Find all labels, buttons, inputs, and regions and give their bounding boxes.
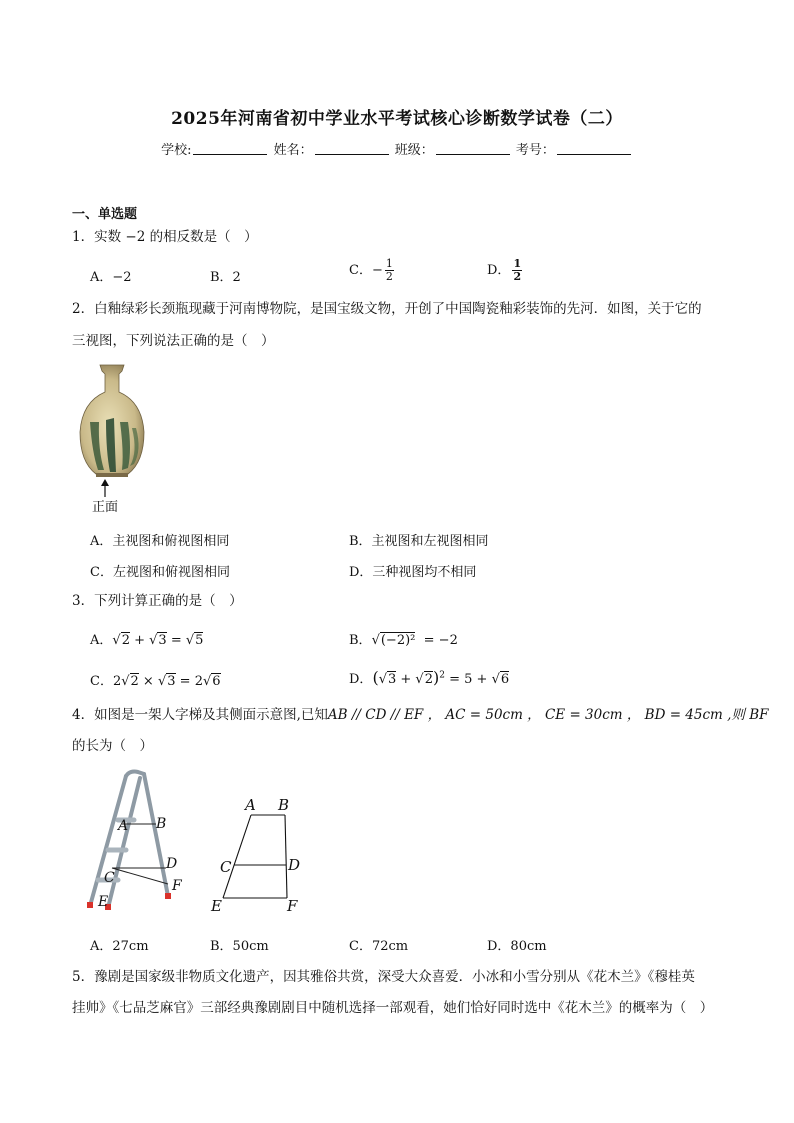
q4-stem-math: AB // CD // EF ， AC = 50cm ， CE = 30cm ， BD = 45cm ,则 BF bbox=[327, 707, 769, 723]
q1-stem: 1．实数 −2 的相反数是（ ） bbox=[72, 229, 258, 245]
q2-option-d[interactable]: D．三种视图均不相同 bbox=[349, 565, 477, 580]
q5-stem-line1: 5．豫剧是国家级非物质文化遗产，因其雅俗共赏，深受大众喜爱．小冰和小雪分别从《花木兰》《穆桂英 bbox=[72, 969, 695, 985]
q4-stem-line2: 的长为（ ） bbox=[72, 738, 153, 754]
vase-caption: 正面 bbox=[92, 500, 119, 515]
q4-option-d[interactable]: D．80cm bbox=[487, 939, 547, 954]
svg-text:F: F bbox=[172, 878, 182, 894]
q4-stem-line1: 4．如图是一架人字梯及其侧面示意图,已知AB // CD // EF ， AC = 50cm ， CE = 30cm ， BD = 45cm ,则 BF bbox=[72, 707, 769, 723]
q2-option-a[interactable]: A．主视图和俯视图相同 bbox=[90, 534, 230, 549]
school-blank[interactable] bbox=[193, 142, 267, 155]
q1-option-d[interactable] bbox=[487, 258, 522, 283]
svg-text:E: E bbox=[211, 897, 222, 915]
q1-option-c[interactable] bbox=[349, 258, 394, 283]
name-label: 姓名： bbox=[273, 143, 313, 158]
q1-option-a[interactable]: A．−2 bbox=[90, 270, 132, 285]
number-blank[interactable] bbox=[557, 142, 631, 155]
q2-stem-line2: 三视图，下列说法正确的是（ ） bbox=[72, 333, 275, 349]
q5-stem-line2: 挂帅》《七品芝麻官》三部经典豫剧剧目中随机选择一部观看，她们恰好同时选中《花木兰》的概率为（ ） bbox=[72, 1000, 714, 1016]
svg-text:B: B bbox=[278, 796, 290, 814]
q2-option-c[interactable]: C．左视图和俯视图相同 bbox=[90, 565, 230, 580]
q3-option-d[interactable]: D．$(√3 + √2)^2 = 5 + √6$ bbox=[349, 668, 510, 687]
q1-option-c-prefix: C．− bbox=[349, 263, 383, 278]
section-title: 一、单选题 bbox=[72, 207, 138, 222]
school-label: 学校: bbox=[161, 143, 192, 158]
ladder-side-diagram bbox=[205, 795, 315, 917]
name-blank[interactable] bbox=[315, 142, 389, 155]
class-blank[interactable] bbox=[436, 142, 510, 155]
svg-text:A: A bbox=[245, 796, 256, 814]
q4-option-b[interactable]: B．50cm bbox=[210, 939, 269, 954]
ladder-photo bbox=[78, 768, 188, 910]
class-label: 班级： bbox=[394, 143, 434, 158]
svg-text:B: B bbox=[156, 816, 167, 832]
svg-text:D: D bbox=[288, 856, 301, 874]
q2-stem-line1: 2．白釉绿彩长颈瓶现藏于河南博物院，是国宝级文物，开创了中国陶瓷釉彩装饰的先河．如图，关于它的 bbox=[72, 301, 702, 317]
q1-option-d-fraction: $\frac{1}{2}$ bbox=[513, 257, 522, 283]
svg-text:A: A bbox=[118, 818, 129, 834]
q1-option-c-fraction: $\frac{1}{2}$ bbox=[385, 257, 393, 283]
student-info-line bbox=[0, 139, 794, 158]
q3-stem: 3．下列计算正确的是（ ） bbox=[72, 593, 243, 609]
q4-option-c[interactable]: C．72cm bbox=[349, 939, 409, 954]
svg-text:C: C bbox=[220, 858, 232, 876]
svg-text:C: C bbox=[104, 870, 115, 886]
svg-text:E: E bbox=[98, 894, 109, 910]
q3-option-a[interactable]: A．√2 + √3 = √5 bbox=[90, 633, 204, 648]
q4-option-a[interactable]: A．27cm bbox=[90, 939, 149, 954]
svg-text:D: D bbox=[166, 856, 178, 872]
vase-image bbox=[72, 362, 152, 492]
number-label: 考号： bbox=[515, 143, 555, 158]
q1-option-d-prefix: D． bbox=[487, 263, 511, 278]
page-title: 2025年河南省初中学业水平考试核心诊断数学试卷（二） bbox=[171, 109, 623, 129]
front-arrow-icon bbox=[98, 478, 112, 498]
q3-option-c[interactable]: C．2√2 × √3 = 2√6 bbox=[90, 674, 221, 689]
q2-option-b[interactable]: B．主视图和左视图相同 bbox=[349, 534, 489, 549]
svg-text:F: F bbox=[287, 897, 298, 915]
q3-option-b[interactable]: B．√(−2)² = −2 bbox=[349, 633, 458, 648]
q1-option-b[interactable]: B．2 bbox=[210, 270, 241, 285]
